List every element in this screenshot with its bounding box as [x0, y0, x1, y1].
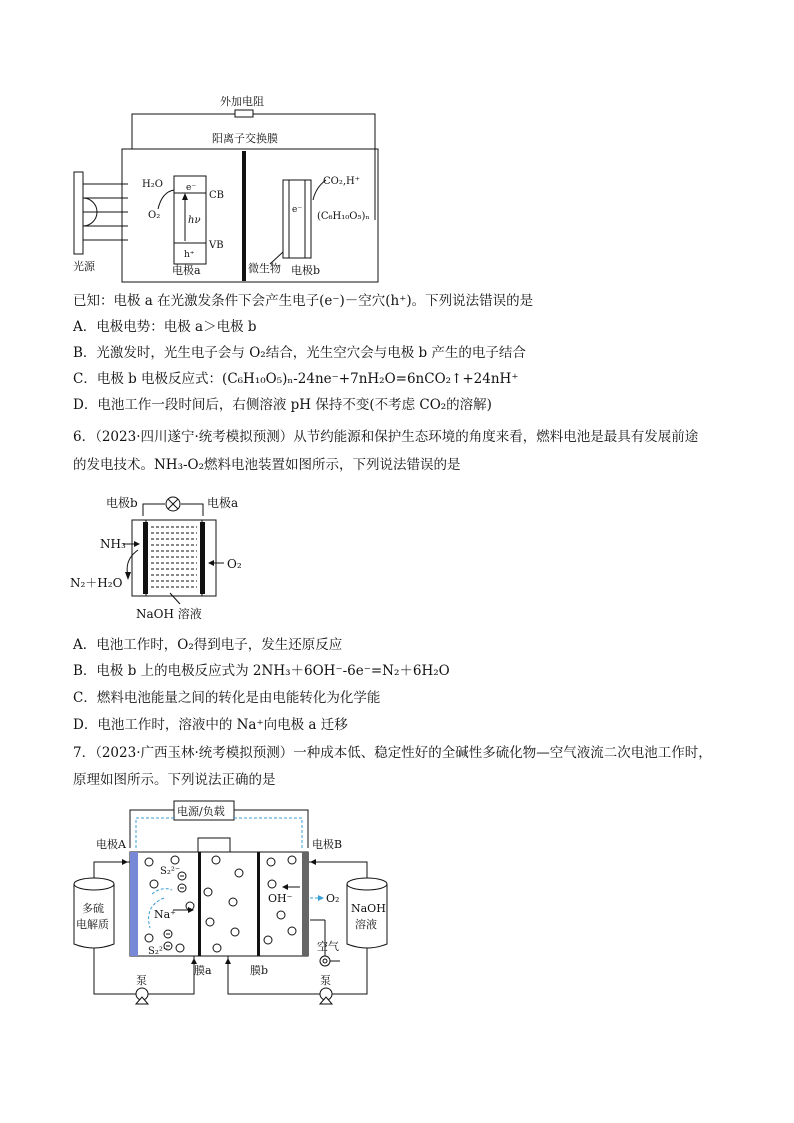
electrode-b: [283, 180, 311, 258]
microbe-label: 微生物: [248, 262, 281, 275]
o2-label: O₂: [227, 557, 242, 571]
q5-option-d[interactable]: D．电池工作一段时间后，右侧溶液 pH 保持不变(不考虑 CO₂的溶解): [73, 397, 492, 413]
air-label: 空气: [317, 940, 339, 953]
membrane-b-label: 膜b: [250, 964, 269, 977]
electrode-b-label: 电极b: [291, 264, 321, 277]
o2-label: O₂: [326, 892, 340, 905]
left-tank-label-1: 多硫: [82, 902, 104, 915]
electrode-a: [200, 522, 205, 594]
fuel-cell-diagram: [70, 490, 260, 625]
q6-option-a[interactable]: A．电池工作时，O₂得到电子，发生还原反应: [73, 637, 343, 653]
s2-bottom-label: S₂²⁻: [148, 946, 169, 957]
membrane-b: [257, 852, 260, 956]
h2o-label: H₂O: [142, 179, 163, 190]
q7-stem-line1: 7．（2023·广西玉林·统考模拟预测）一种成本低、稳定性好的全碱性多硫化物—空气液流二次电池工作时，: [73, 745, 712, 761]
pump-left-label: 泵: [136, 974, 147, 987]
q6-option-b[interactable]: B．电极 b 上的电极反应式为 2NH₃＋6OH⁻-6e⁻=N₂＋6H₂O: [73, 663, 450, 679]
products-label: N₂＋H₂O: [70, 576, 123, 590]
pump-right-label: 泵: [320, 974, 331, 987]
electrode-a-label: 电极a: [172, 264, 201, 277]
glucose-label: (C₆H₁₀O₅)ₙ: [317, 211, 370, 222]
nh3-label: NH₃: [100, 537, 126, 551]
co2-h-label: CO₂,H⁺: [323, 176, 361, 187]
electrode-a-label: 电极a: [207, 496, 239, 510]
electron-label-b: e⁻: [292, 205, 303, 215]
q6-option-c[interactable]: C．燃料电池能量之间的转化是由电能转化为化学能: [73, 690, 381, 706]
power-load-label: 电源/负载: [177, 805, 225, 818]
q6-stem-line2: 的发电技术。NH₃-O₂燃料电池装置如图所示，下列说法错误的是: [73, 457, 461, 473]
left-tank-label-2: 电解质: [76, 918, 109, 931]
s2-top-label: S₂²⁻: [160, 866, 181, 877]
electron-label-a: e⁻: [186, 183, 197, 193]
membrane-label: 阳离子交换膜: [212, 132, 278, 145]
electrode-b-label: 电极b: [106, 496, 138, 510]
photo-electrode-diagram: [70, 92, 390, 288]
vb-label: VB: [209, 240, 224, 251]
solution-label: NaOH 溶液: [136, 607, 202, 621]
q6-option-d[interactable]: D．电池工作时，溶液中的 Na⁺向电极 a 迁移: [73, 717, 348, 733]
membrane-a-label: 膜a: [194, 964, 212, 977]
right-tank-label-1: NaOH: [351, 902, 386, 915]
o2-label: O₂: [148, 210, 161, 221]
resistor-label: 外加电阻: [220, 95, 264, 108]
oh-minus-label: OH⁻: [268, 892, 293, 905]
q5-option-c[interactable]: C．电极 b 电极反应式：(C₆H₁₀O₅)ₙ-24ne⁻+7nH₂O=6nCO₂↑+24nH⁺: [73, 371, 519, 387]
cb-label: CB: [209, 190, 224, 201]
q5-option-a[interactable]: A．电极电势：电极 a＞电极 b: [73, 319, 257, 335]
external-resistor: [235, 110, 253, 117]
right-tank-label-2: 溶液: [355, 918, 377, 931]
flow-battery-diagram: [70, 798, 400, 1010]
q5-option-b[interactable]: B．光激发时，光生电子会与 O₂结合，光生空穴会与电极 b 产生的电子结合: [73, 345, 526, 361]
q6-stem-line1: 6．（2023·四川遂宁·统考模拟预测）从节约能源和保护生态环境的角度来看，燃料电池是最具有发展前途: [73, 429, 699, 445]
electrode-b-label: 电极B: [312, 838, 343, 851]
light-source: [74, 172, 83, 254]
membrane-a: [198, 852, 201, 956]
light-label: 光源: [73, 260, 95, 273]
cation-exchange-membrane: [242, 151, 246, 281]
q5-stem: 已知：电极 a 在光激发条件下会产生电子(e⁻)－空穴(h⁺)。下列说法错误的是: [73, 293, 534, 309]
hole-label: h⁺: [184, 250, 195, 260]
electrode-a: [130, 852, 138, 956]
hv-label: hν: [188, 215, 201, 226]
na-plus-label: Na⁺: [154, 908, 176, 921]
electrode-b: [143, 522, 148, 594]
electrode-b: [302, 852, 309, 956]
q7-stem-line2: 原理如图所示。下列说法正确的是: [73, 772, 276, 788]
electrode-a-label: 电极A: [96, 838, 126, 851]
